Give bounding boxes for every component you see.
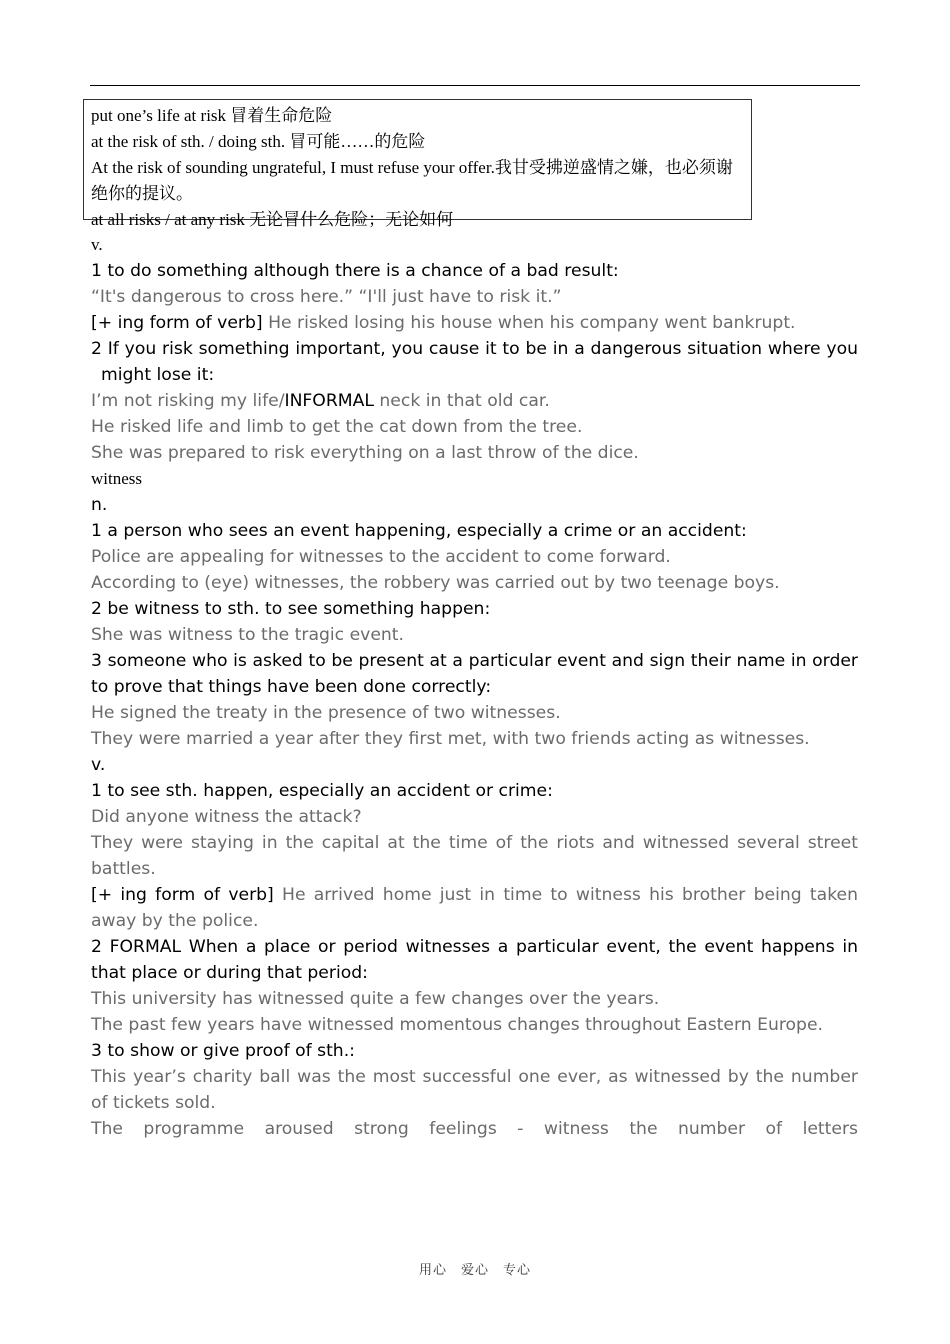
header-rule: [90, 85, 860, 86]
phrase-line: at the risk of sth. / doing sth. 冒可能……的危险: [91, 132, 426, 151]
definition: 2 be witness to sth. to see something happen:: [91, 599, 491, 619]
definition: 2 FORMAL When a place or period witnesses a particular event, the event happens in that place or during that period:: [91, 937, 858, 983]
example: They were married a year after they first met, with two friends acting as witnesses.: [91, 729, 810, 749]
example: He signed the treaty in the presence of two witnesses.: [91, 703, 561, 723]
definition: 2 If you risk something important, you cause it to be in a dangerous situation where you might lose it:: [91, 339, 858, 385]
pos-label: n.: [91, 495, 108, 515]
dictionary-entries: [91, 232, 858, 1142]
example-text: neck in that old car.: [373, 391, 550, 411]
phrase-line: at all risks / at any risk 无论冒什么危险；无论如何: [91, 210, 454, 229]
example-text: He risked losing his house when his company went bankrupt.: [262, 313, 796, 333]
phrase-line: put one’s life at risk 冒着生命危险: [91, 106, 333, 125]
example: She was prepared to risk everything on a last throw of the dice.: [91, 443, 639, 463]
pos-label: v.: [91, 235, 103, 254]
example: According to (eye) witnesses, the robbery was carried out by two teenage boys.: [91, 573, 780, 593]
grammar-tag: [+ ing form of verb]: [91, 313, 263, 333]
example: [91, 882, 858, 934]
phrase-line: At the risk of sounding ungrateful, I must refuse your offer.我甘受拂逆盛情之嫌，也必须谢绝你的提议。: [91, 158, 733, 203]
pos-label: v.: [91, 755, 106, 775]
example: This university has witnessed quite a few changes over the years.: [91, 989, 660, 1009]
risk-phrases-box: [83, 99, 752, 229]
definition: 1 to do something although there is a chance of a bad result:: [91, 261, 619, 281]
example: The past few years have witnessed momentous changes throughout Eastern Europe.: [91, 1015, 824, 1035]
definition: 3 to show or give proof of sth.:: [91, 1041, 355, 1061]
example: Police are appealing for witnesses to the accident to come forward.: [91, 547, 671, 567]
example: [91, 310, 858, 336]
example-text: He arrived home just in time to witness his brother being taken away by the police.: [91, 885, 859, 931]
example: He risked life and limb to get the cat down from the tree.: [91, 417, 583, 437]
headword: witness: [91, 469, 142, 488]
example: This year’s charity ball was the most successful one ever, as witnessed by the number of tickets sold.: [91, 1067, 858, 1113]
page-footer: 用心 爱心 专心: [418, 1263, 531, 1278]
example: The programme aroused strong feelings - witness the number of letters: [91, 1119, 858, 1139]
example: Did anyone witness the attack?: [91, 807, 362, 827]
example-text: I’m not risking my life/: [91, 391, 285, 411]
register-label: INFORMAL: [284, 391, 374, 411]
grammar-tag: [+ ing form of verb]: [91, 885, 274, 905]
example: They were staying in the capital at the time of the riots and witnessed several street battles.: [91, 833, 858, 879]
definition: 3 someone who is asked to be present at a particular event and sign their name in order to prove that things have been done correctly:: [91, 651, 858, 697]
example: “It's dangerous to cross here.” “I'll just have to risk it.”: [91, 287, 562, 307]
example: [91, 388, 858, 414]
definition: 1 to see sth. happen, especially an accident or crime:: [91, 781, 553, 801]
example: She was witness to the tragic event.: [91, 625, 405, 645]
definition: 1 a person who sees an event happening, especially a crime or an accident:: [91, 521, 747, 541]
